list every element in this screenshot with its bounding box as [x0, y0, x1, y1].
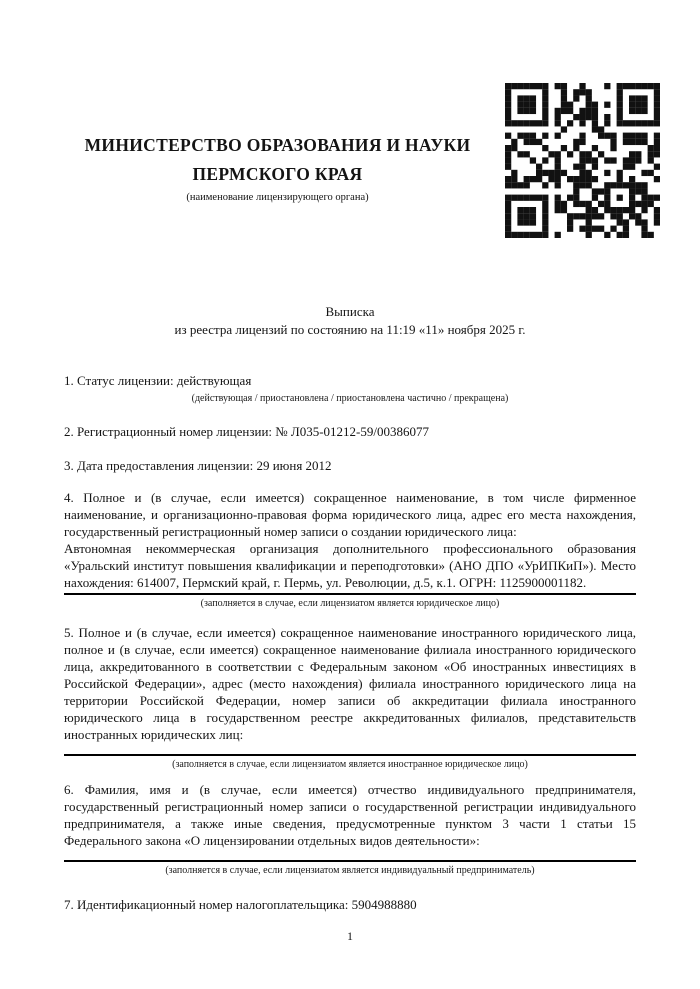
entrepreneur-value: [64, 849, 636, 858]
section-registration-number: [64, 423, 636, 440]
license-status-caption: (действующая / приостановлена / приостановлена частично / прекращена): [191, 393, 509, 404]
legal-entity-label: 4. Полное и (в случае, если имеется) сокращенное наименование, в том числе фирменное наименование, и организационно-правовая форма юридического лица, адрес его места нахождения, государственный регистрационный номер записи о создании юридического лица:: [64, 490, 636, 539]
ministry-caption: (наименование лицензирующего органа): [186, 192, 369, 203]
fill-line: [64, 754, 636, 756]
ministry-name: [65, 131, 490, 189]
foreign-entity-caption: (заполняется в случае, если лицензиатом является иностранное юридическое лицо): [172, 759, 528, 770]
section-grant-date: [64, 457, 636, 474]
fill-line: [64, 860, 636, 862]
grant-date-text: 3. Дата предоставления лицензии: 29 июня 2012: [64, 458, 332, 473]
section-legal-entity: [64, 489, 636, 610]
section-entrepreneur: [64, 781, 636, 877]
entrepreneur-caption: (заполняется в случае, если лицензиатом является индивидуальный предприниматель): [165, 865, 535, 876]
qr-code: [505, 83, 660, 238]
legal-entity-value: Автономная некоммерческая организация дополнительного профессионального образования «Уральский институт повышения квалификации и переподготовки» (АНО ДПО «УрИПКиП»). Место нахождения: 614007, Пермский край, г. Пермь, ул. Революции, д.5, к.1. ОГРН: 1125900001182.: [64, 541, 636, 590]
legal-entity-caption: (заполняется в случае, если лицензиатом является юридическое лицо): [200, 598, 500, 609]
foreign-entity-label: 5. Полное и (в случае, если имеется) сокращенное наименование иностранного юридического лица, полное и (в случае, если имеется) сокращенное наименование филиала иностранного юридического лица, аккредитованного в соответствии с Федеральным законом «Об иностранных инвестициях в Российской Федерации», адрес (место нахождения) филиала иностранного юридического лица на территории Российской Федерации, номер записи об аккредитации филиала иностранного юридического лица в государственном реестре аккредитованных филиалов, представительств иностранных юридических лиц:: [64, 625, 636, 742]
fill-line: [64, 593, 636, 595]
section-foreign-entity: [64, 624, 636, 771]
registration-number-text: 2. Регистрационный номер лицензии: № Л035-01212-59/00386077: [64, 424, 430, 439]
document-title: [64, 303, 636, 339]
document-title-line1: Выписка: [325, 304, 375, 319]
page-number: 1: [347, 929, 353, 943]
inn-text: 7. Идентификационный номер налогоплательщика: 5904988880: [64, 897, 417, 912]
section-inn: [64, 896, 636, 913]
entrepreneur-label: 6. Фамилия, имя и (в случае, если имеется) отчество индивидуального предпринимателя, государственный регистрационный номер записи о государственной регистрации индивидуального предпринимателя, а также иные сведения, предусмотренные пунктом 3 части 1 статьи 15 Федерального закона «О лицензировании отдельных видов деятельности»:: [64, 782, 636, 848]
foreign-entity-value: [64, 743, 636, 752]
ministry-name-line1: МИНИСТЕРСТВО ОБРАЗОВАНИЯ И НАУКИ: [84, 135, 471, 155]
ministry-name-line2: ПЕРМСКОГО КРАЯ: [192, 164, 363, 184]
license-status-text: 1. Статус лицензии: действующая: [64, 373, 252, 388]
section-license-status: [64, 372, 636, 405]
document-title-line2: из реестра лицензий по состоянию на 11:19 «11» ноября 2025 г.: [174, 322, 526, 337]
